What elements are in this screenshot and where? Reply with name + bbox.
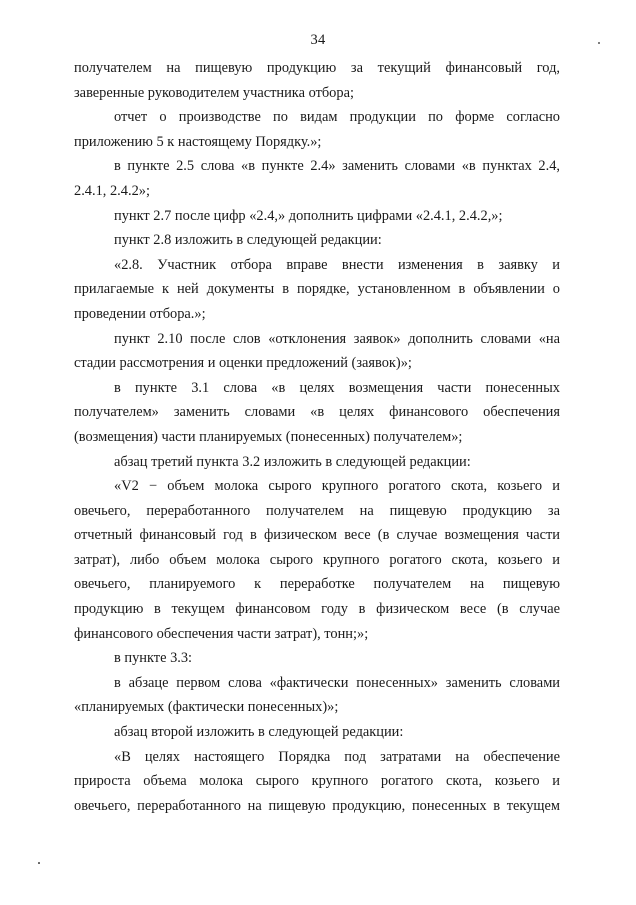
paragraph-line: «2.8. Участник отбора вправе внести изменения в заявку и xyxy=(114,256,560,273)
paragraph-line: (возмещения) части планируемых (понесенных) получателем»; xyxy=(74,428,463,445)
paragraph-line: отчетный финансовый год в физическом весе (в случае возмещения части xyxy=(74,527,560,544)
paragraph-line: «В целях настоящего Порядка под затратами на обеспечение xyxy=(114,748,560,765)
paragraph-line: пункт 2.8 изложить в следующей редакции: xyxy=(114,232,382,249)
paragraph-line: заверенные руководителем участника отбора; xyxy=(74,84,354,101)
paragraph-line: пункт 2.10 после слов «отклонения заявок» дополнить словами «на xyxy=(114,330,560,347)
paragraph-line: отчет о производстве по видам продукции по форме согласно xyxy=(114,109,560,126)
scan-speck xyxy=(598,42,600,44)
paragraph-line: овечьего, переработанного получателем на пищевую продукцию за xyxy=(74,502,560,519)
paragraph-line: «планируемых (фактически понесенных)»; xyxy=(74,699,339,716)
paragraph-line: прилагаемые к ней документы в порядке, установленном в объявлении о xyxy=(74,281,560,298)
paragraph-line: получателем на пищевую продукцию за текущий финансовый год, xyxy=(74,60,560,76)
paragraph-line: 2.4.1, 2.4.2»; xyxy=(74,182,150,199)
paragraph-line: абзац второй изложить в следующей редакции: xyxy=(114,724,404,741)
paragraph-line: прироста объема молока сырого крупного рогатого скота, козьего и xyxy=(74,773,560,790)
paragraph-line: стадии рассмотрения и оценки предложений (заявок)»; xyxy=(74,355,412,372)
scan-speck xyxy=(38,862,40,864)
paragraph-line: в пункте 3.3: xyxy=(114,650,193,667)
paragraph-line: в абзаце первом слова «фактически понесенных» заменить словами xyxy=(114,674,560,691)
page-number: 34 xyxy=(310,32,326,48)
paragraph-line: затрат), либо объем молока сырого крупного рогатого скота, козьего и xyxy=(74,551,560,568)
paragraph-line: «V2 − объем молока сырого крупного рогатого скота, козьего и xyxy=(114,478,560,495)
paragraph-line: абзац третий пункта 3.2 изложить в следующей редакции: xyxy=(114,453,471,470)
paragraph-line: финансового обеспечения части затрат), тонн;»; xyxy=(74,625,369,642)
paragraph-line: в пункте 2.5 слова «в пункте 2.4» заменить словами «в пунктах 2.4, xyxy=(114,158,560,175)
paragraph-line: приложению 5 к настоящему Порядку.»; xyxy=(74,133,322,150)
paragraph-line: овечьего, переработанного на пищевую продукцию, понесенных в текущем xyxy=(74,797,560,814)
paragraph-line: пункт 2.7 после цифр «2.4,» дополнить цифрами «2.4.1, 2.4.2,»; xyxy=(114,207,503,224)
paragraph-line: в пункте 3.1 слова «в целях возмещения части понесенных xyxy=(114,379,560,396)
paragraph-line: продукцию в текущем финансовом году в физическом весе (в случае xyxy=(74,601,560,618)
paragraph-line: получателем» заменить словами «в целях финансового обеспечения xyxy=(74,404,560,421)
paragraph-line: овечьего, планируемого к переработке получателем на пищевую xyxy=(74,576,560,593)
document-body xyxy=(74,56,560,818)
paragraph-line: проведении отбора.»; xyxy=(74,305,206,322)
